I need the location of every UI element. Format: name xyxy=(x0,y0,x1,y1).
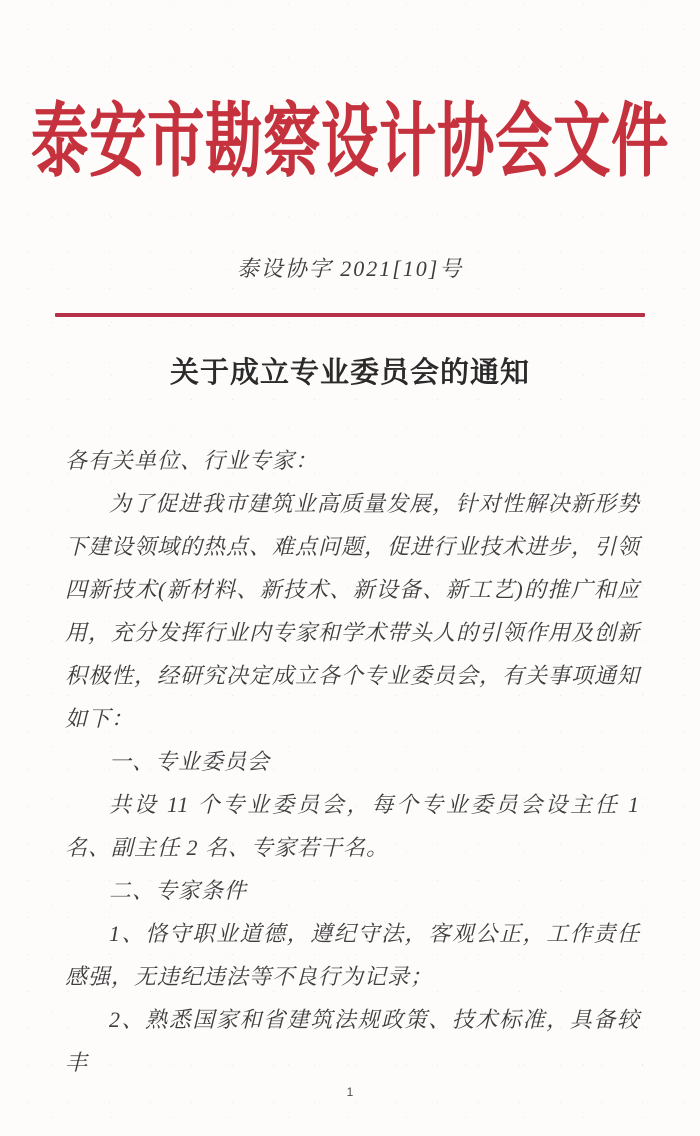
section-heading-2: 二、专家条件 xyxy=(109,878,248,903)
section-heading-1: 一、专业委员会 xyxy=(109,749,271,774)
body-paragraph: 为了促进我市建筑业高质量发展，针对性解决新形势下建设领域的热点、难点问题，促进行业技术进步，引领四新技术(新材料、新技术、新设备、新工艺)的推广和应用，充分发挥行业内专家和学术带头人的引领作用及创新积极性，经研究决定成立各个专业委员会，有关事项通知如下： xyxy=(65,491,641,731)
document-number: 泰设协字 2021[10]号 xyxy=(236,256,464,281)
page-number: 1 xyxy=(346,1085,354,1099)
red-divider-line xyxy=(55,313,645,317)
body-paragraph: 1、恪守职业道德，遵纪守法，客观公正，工作责任感强，无违纪违法等不良行为记录； xyxy=(65,921,640,989)
agency-header-banner xyxy=(0,97,700,187)
document-body xyxy=(0,439,700,1084)
body-paragraph: 共设 11 个专业委员会，每个专业委员会设主任 1 名、副主任 2 名、专家若干名。 xyxy=(65,792,640,860)
agency-header-title: 泰安市勘察设计协会文件 xyxy=(31,97,669,187)
salutation-line: 各有关单位、行业专家： xyxy=(65,448,319,473)
body-paragraph: 2、熟悉国家和省建筑法规政策、技术标准，具备较丰 xyxy=(65,1007,640,1075)
document-title: 关于成立专业委员会的通知 xyxy=(169,357,530,389)
